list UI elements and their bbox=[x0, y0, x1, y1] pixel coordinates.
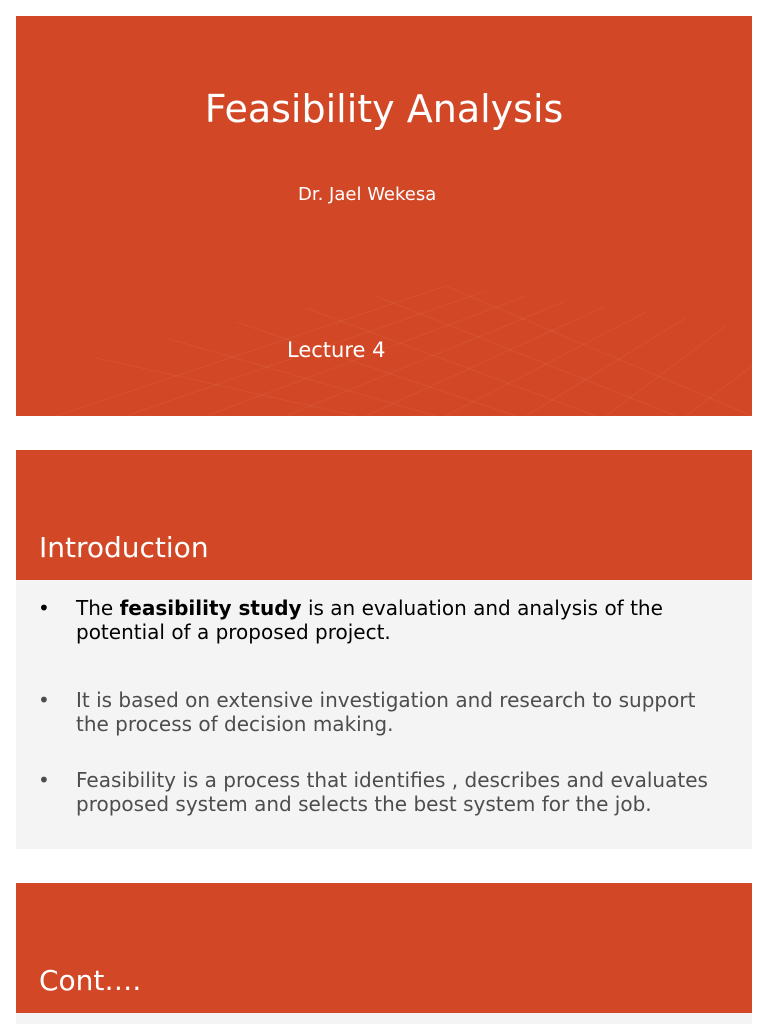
bullet-text: Feasibility is a process that identifies , describes and evaluates proposed system and selects the best system for the job. bbox=[76, 768, 708, 816]
introduction-slide bbox=[16, 450, 752, 849]
lecture-number: Lecture 4 bbox=[287, 338, 386, 362]
slide-heading: Introduction bbox=[39, 531, 209, 564]
slide-heading: Cont…. bbox=[39, 964, 142, 997]
slide-header-band bbox=[16, 450, 752, 580]
author-name: Dr. Jael Wekesa bbox=[298, 184, 437, 205]
bullet-suffix: is an evaluation and analysis of the potential of a proposed project. bbox=[76, 596, 663, 644]
bullet-marker: • bbox=[38, 596, 50, 620]
slide-title: Feasibility Analysis bbox=[204, 87, 564, 131]
title-slide bbox=[16, 16, 752, 416]
slide-header-band bbox=[16, 883, 752, 1013]
bullet-marker: • bbox=[38, 768, 50, 792]
bullet-prefix: The bbox=[76, 596, 120, 620]
bullet-text bbox=[76, 596, 726, 644]
bold-term: feasibility study bbox=[119, 596, 302, 620]
cont-slide bbox=[16, 883, 752, 1024]
bullet-marker: • bbox=[38, 688, 50, 712]
bullet-text: It is based on extensive investigation and research to support the process of decision making. bbox=[76, 688, 696, 736]
